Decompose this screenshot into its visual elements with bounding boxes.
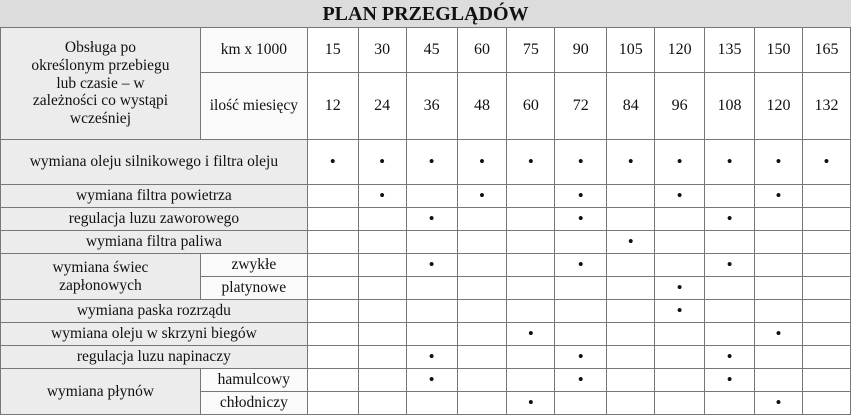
mark-cell [802,300,850,323]
service-dot: • [406,208,457,231]
months-value: 60 [507,73,555,140]
mark-cell [307,369,358,392]
row-label-fuel-filter: wymiana filtra paliwa [1,231,308,254]
mark-cell [802,346,850,369]
mark-cell [607,323,655,346]
mark-cell [307,277,358,300]
mark-cell [406,277,457,300]
mark-cell [755,231,803,254]
row-air-filter [1,185,851,208]
service-dot: • [655,140,705,185]
service-dot: • [555,140,607,185]
mark-cell [406,392,457,415]
mark-cell [607,277,655,300]
row-label-tensioners: regulacja luzu napinaczy [1,346,308,369]
service-dot: • [555,185,607,208]
mark-cell [406,300,457,323]
service-dot: • [705,369,755,392]
service-dot: • [307,140,358,185]
service-dot: • [507,323,555,346]
mark-cell [607,208,655,231]
months-value: 120 [755,73,803,140]
mark-cell [307,392,358,415]
mark-cell [802,277,850,300]
months-value: 84 [607,73,655,140]
row-oil [1,140,851,185]
km-value: 45 [406,28,457,73]
months-value: 72 [555,73,607,140]
sub-label-platinum: platynowe [200,277,307,300]
months-value: 36 [406,73,457,140]
mark-cell [802,185,850,208]
mark-cell [358,369,406,392]
row-spark-standard [1,254,851,277]
service-interval-label: Obsługa po określonym przebiegu lub czasie – w zależności co wystąpi wcześniej [1,28,201,140]
sub-label-standard: zwykłe [200,254,307,277]
mark-cell [705,300,755,323]
mark-cell [607,369,655,392]
mark-cell [555,323,607,346]
mark-cell [507,231,555,254]
mark-cell [607,392,655,415]
row-valves [1,208,851,231]
mark-cell [457,231,507,254]
km-value: 135 [705,28,755,73]
km-value: 15 [307,28,358,73]
mark-cell [457,208,507,231]
row-label-fluids: wymiana płynów [1,369,201,415]
row-label-valves: regulacja luzu zaworowego [1,208,308,231]
service-dot: • [555,369,607,392]
mark-cell [507,300,555,323]
row-label-oil: wymiana oleju silnikowego i filtra oleju [1,140,308,185]
row-label-spark-plugs: wymiana świec zapłonowych [1,254,201,300]
mark-cell [705,323,755,346]
mark-cell [655,208,705,231]
mark-cell [358,208,406,231]
mark-cell [555,277,607,300]
mark-cell [507,369,555,392]
service-dot: • [457,140,507,185]
service-dot: • [358,185,406,208]
service-dot: • [655,185,705,208]
service-dot: • [555,346,607,369]
km-value: 90 [555,28,607,73]
km-value: 60 [457,28,507,73]
service-dot: • [705,208,755,231]
row-fuel-filter [1,231,851,254]
mark-cell [755,346,803,369]
km-value: 75 [507,28,555,73]
mark-cell [358,300,406,323]
mark-cell [507,254,555,277]
km-label: km x 1000 [200,28,307,73]
mark-cell [555,231,607,254]
mark-cell [358,231,406,254]
mark-cell [358,323,406,346]
mark-cell [358,346,406,369]
mark-cell [802,208,850,231]
mark-cell [802,231,850,254]
months-label: ilość miesięcy [200,73,307,140]
mark-cell [457,254,507,277]
months-value: 48 [457,73,507,140]
row-timing-belt [1,300,851,323]
mark-cell [607,300,655,323]
sub-label-brake: hamulcowy [200,369,307,392]
mark-cell [307,346,358,369]
service-dot: • [705,346,755,369]
mark-cell [358,254,406,277]
service-dot: • [406,140,457,185]
mark-cell [655,346,705,369]
km-value: 105 [607,28,655,73]
mark-cell [607,346,655,369]
months-value: 12 [307,73,358,140]
mark-cell [406,323,457,346]
mark-cell [507,346,555,369]
mark-cell [755,254,803,277]
service-dot: • [555,208,607,231]
mark-cell [507,185,555,208]
service-dot: • [705,140,755,185]
service-dot: • [607,140,655,185]
service-dot: • [507,392,555,415]
mark-cell [555,300,607,323]
service-dot: • [358,140,406,185]
row-brake-fluid [1,369,851,392]
mark-cell [655,254,705,277]
mark-cell [655,231,705,254]
row-gearbox-oil [1,323,851,346]
km-value: 165 [802,28,850,73]
mark-cell [705,231,755,254]
km-value: 120 [655,28,705,73]
mark-cell [307,185,358,208]
mark-cell [802,323,850,346]
service-dot: • [607,231,655,254]
months-value: 108 [705,73,755,140]
mark-cell [507,208,555,231]
mark-cell [307,208,358,231]
mark-cell [507,277,555,300]
row-label-timing-belt: wymiana paska rozrządu [1,300,308,323]
months-value: 24 [358,73,406,140]
mark-cell [307,231,358,254]
mark-cell [457,346,507,369]
mark-cell [457,277,507,300]
mark-cell [655,392,705,415]
service-dot: • [755,323,803,346]
mark-cell [802,254,850,277]
row-label-gearbox-oil: wymiana oleju w skrzyni biegów [1,323,308,346]
mark-cell [358,392,406,415]
mark-cell [755,300,803,323]
mark-cell [755,277,803,300]
mark-cell [607,254,655,277]
mark-cell [655,369,705,392]
km-row [1,28,851,73]
mark-cell [406,185,457,208]
mark-cell [705,185,755,208]
service-dot: • [555,254,607,277]
mark-cell [457,392,507,415]
row-label-air-filter: wymiana filtra powietrza [1,185,308,208]
service-dot: • [802,140,850,185]
sub-label-coolant: chłodniczy [200,392,307,415]
row-tensioners [1,346,851,369]
mark-cell [802,369,850,392]
service-dot: • [457,185,507,208]
mark-cell [705,392,755,415]
mark-cell [607,185,655,208]
mark-cell [406,231,457,254]
service-dot: • [406,346,457,369]
mark-cell [307,300,358,323]
service-dot: • [755,140,803,185]
mark-cell [307,323,358,346]
months-value: 132 [802,73,850,140]
service-dot: • [755,392,803,415]
mark-cell [802,392,850,415]
mark-cell [755,208,803,231]
mark-cell [555,392,607,415]
mark-cell [755,369,803,392]
km-value: 150 [755,28,803,73]
mark-cell [705,277,755,300]
mark-cell [307,254,358,277]
service-dot: • [406,254,457,277]
page-title: PLAN PRZEGLĄDÓW [0,0,851,28]
service-dot: • [406,369,457,392]
km-value: 30 [358,28,406,73]
mark-cell [457,369,507,392]
mark-cell [358,277,406,300]
service-dot: • [507,140,555,185]
mark-cell [655,323,705,346]
months-value: 96 [655,73,705,140]
service-dot: • [755,185,803,208]
maintenance-table [0,27,851,415]
mark-cell [457,323,507,346]
service-dot: • [655,300,705,323]
mark-cell [457,300,507,323]
service-dot: • [705,254,755,277]
service-dot: • [655,277,705,300]
